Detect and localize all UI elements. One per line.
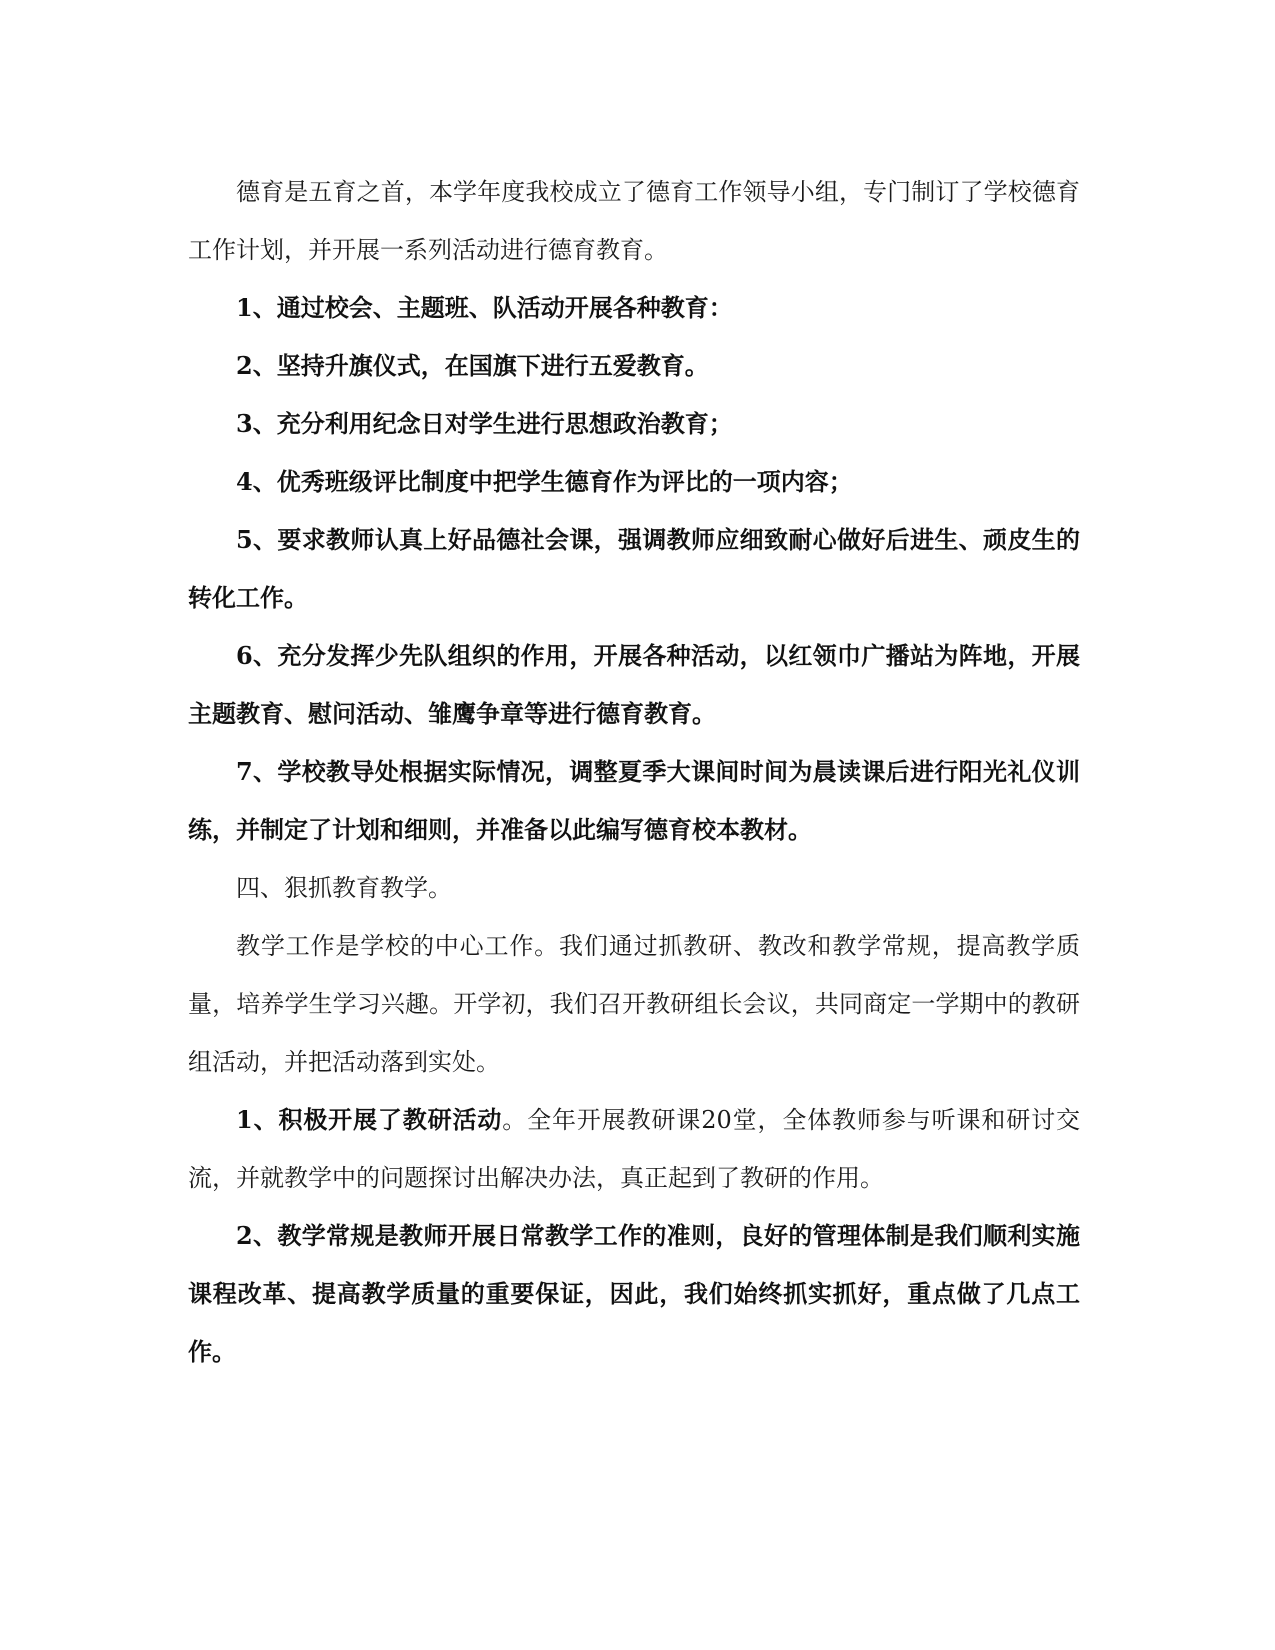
document-body [188, 163, 1080, 1381]
moral-item-6 [188, 627, 1080, 743]
teaching-item-1 [188, 1091, 1080, 1207]
paragraph-text: 3、充分利用纪念日对学生进行思想政治教育； [236, 409, 733, 438]
paragraph-text: 。全年开展教研课20堂，全体教师参与听课和研讨交流，并就教学中的问题探讨出解决办法，真正起到了教研的作用。 [188, 1106, 1081, 1192]
paragraph-text: 4、优秀班级评比制度中把学生德育作为评比的一项内容； [236, 467, 853, 496]
paragraph-text: 2、教学常规是教师开展日常教学工作的准则，良好的管理体制是我们顺利实施课程改革、提高教学质量的重要保证，因此，我们始终抓实抓好，重点做了几点工作。 [188, 1221, 1080, 1366]
paragraph-moral-education-intro [188, 163, 1080, 279]
paragraph-text: 教学工作是学校的中心工作。我们通过抓教研、教改和教学常规，提高教学质量，培养学生学习兴趣。开学初，我们召开教研组长会议，共同商定一学期中的教研组活动，并把活动落到实处。 [188, 932, 1080, 1076]
section-heading-teaching [188, 859, 1080, 917]
moral-item-7 [188, 743, 1080, 859]
paragraph-teaching-intro [188, 917, 1080, 1091]
moral-item-4 [188, 453, 1080, 511]
moral-item-5 [188, 511, 1080, 627]
paragraph-text: 德育是五育之首，本学年度我校成立了德育工作领导小组，专门制订了学校德育工作计划，并开展一系列活动进行德育教育。 [188, 178, 1080, 264]
moral-item-2 [188, 337, 1080, 395]
paragraph-text: 1、通过校会、主题班、队活动开展各种教育： [236, 293, 733, 322]
paragraph-text: 7、学校教导处根据实际情况，调整夏季大课间时间为晨读课后进行阳光礼仪训练，并制定了计划和细则，并准备以此编写德育校本教材。 [188, 757, 1080, 844]
teaching-item-2 [188, 1207, 1080, 1381]
paragraph-text: 5、要求教师认真上好品德社会课，强调教师应细致耐心做好后进生、顽皮生的转化工作。 [188, 525, 1080, 612]
section-heading-text: 四、狠抓教育教学。 [236, 874, 452, 902]
moral-item-1 [188, 279, 1080, 337]
moral-item-3 [188, 395, 1080, 453]
paragraph-text: 2、坚持升旗仪式，在国旗下进行五爱教育。 [236, 351, 709, 380]
paragraph-text: 6、充分发挥少先队组织的作用，开展各种活动，以红领巾广播站为阵地，开展主题教育、慰问活动、雏鹰争章等进行德育教育。 [188, 641, 1080, 728]
paragraph-lead-text: 1、积极开展了教研活动 [236, 1105, 503, 1134]
